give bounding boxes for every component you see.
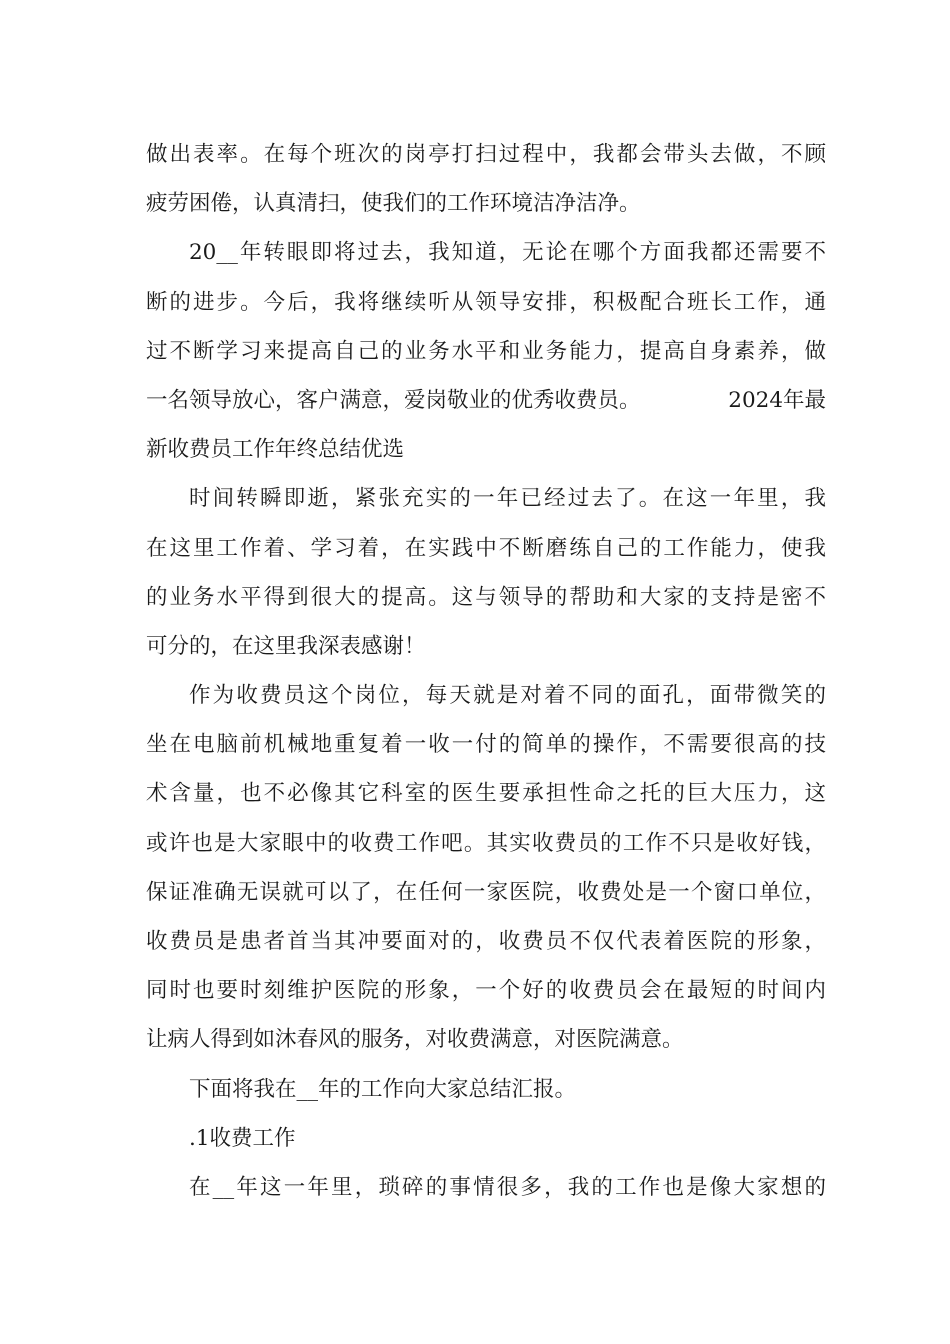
text-line: 术含量，也不必像其它科室的医生要承担性命之托的巨大压力，这	[146, 781, 826, 807]
text-line: 过不断学习来提高自己的业务水平和业务能力，提高自身素养，做	[146, 338, 826, 364]
text-line: 或许也是大家眼中的收费工作吧。其实收费员的工作不只是收好钱，	[146, 830, 826, 856]
text-line: 20__年转眼即将过去，我知道，无论在哪个方面我都还需要不	[189, 240, 826, 266]
heading-inline: 2024年最	[728, 387, 826, 413]
document-body	[146, 130, 826, 1212]
section-heading: .1收费工作	[189, 1125, 296, 1151]
text-line: 让病人得到如沐春风的服务，对收费满意，对医院满意。	[146, 1027, 684, 1053]
text-line: 时间转瞬即逝，紧张充实的一年已经过去了。在这一年里，我	[189, 486, 826, 512]
text-line-part: 一名领导放心，客户满意，爱岗敬业的优秀收费员。	[146, 387, 641, 413]
text-line: 可分的，在这里我深表感谢！	[146, 633, 426, 659]
text-line: 做出表率。在每个班次的岗亭打扫过程中，我都会带头去做，不顾	[146, 142, 826, 167]
text-line: 保证准确无误就可以了，在任何一家医院，收费处是一个窗口单位，	[146, 879, 826, 905]
text-line: 坐在电脑前机械地重复着一收一付的简单的操作，不需要很高的技	[146, 732, 826, 758]
text-line	[146, 376, 826, 425]
text-line: 新收费员工作年终总结优选	[146, 437, 405, 463]
text-line: 疲劳困倦，认真清扫，使我们的工作环境洁净洁净。	[146, 191, 641, 217]
text-line: 作为收费员这个岗位，每天就是对着不同的面孔，面带微笑的	[189, 683, 826, 709]
text-line: 收费员是患者首当其冲要面对的，收费员不仅代表着医院的形象，	[146, 929, 826, 954]
text-line: 下面将我在__年的工作向大家总结汇报。	[189, 1076, 577, 1102]
text-line: 的业务水平得到很大的提高。这与领导的帮助和大家的支持是密不	[146, 584, 826, 610]
text-line: 在__年这一年里，琐碎的事情很多，我的工作也是像大家想的	[189, 1174, 826, 1200]
text-line: 在这里工作着、学习着，在实践中不断磨练自己的工作能力，使我	[146, 535, 826, 561]
text-line: 断的进步。今后，我将继续听从领导安排，积极配合班长工作，通	[146, 289, 826, 315]
text-line: 同时也要时刻维护医院的形象，一个好的收费员会在最短的时间内	[146, 978, 826, 1004]
